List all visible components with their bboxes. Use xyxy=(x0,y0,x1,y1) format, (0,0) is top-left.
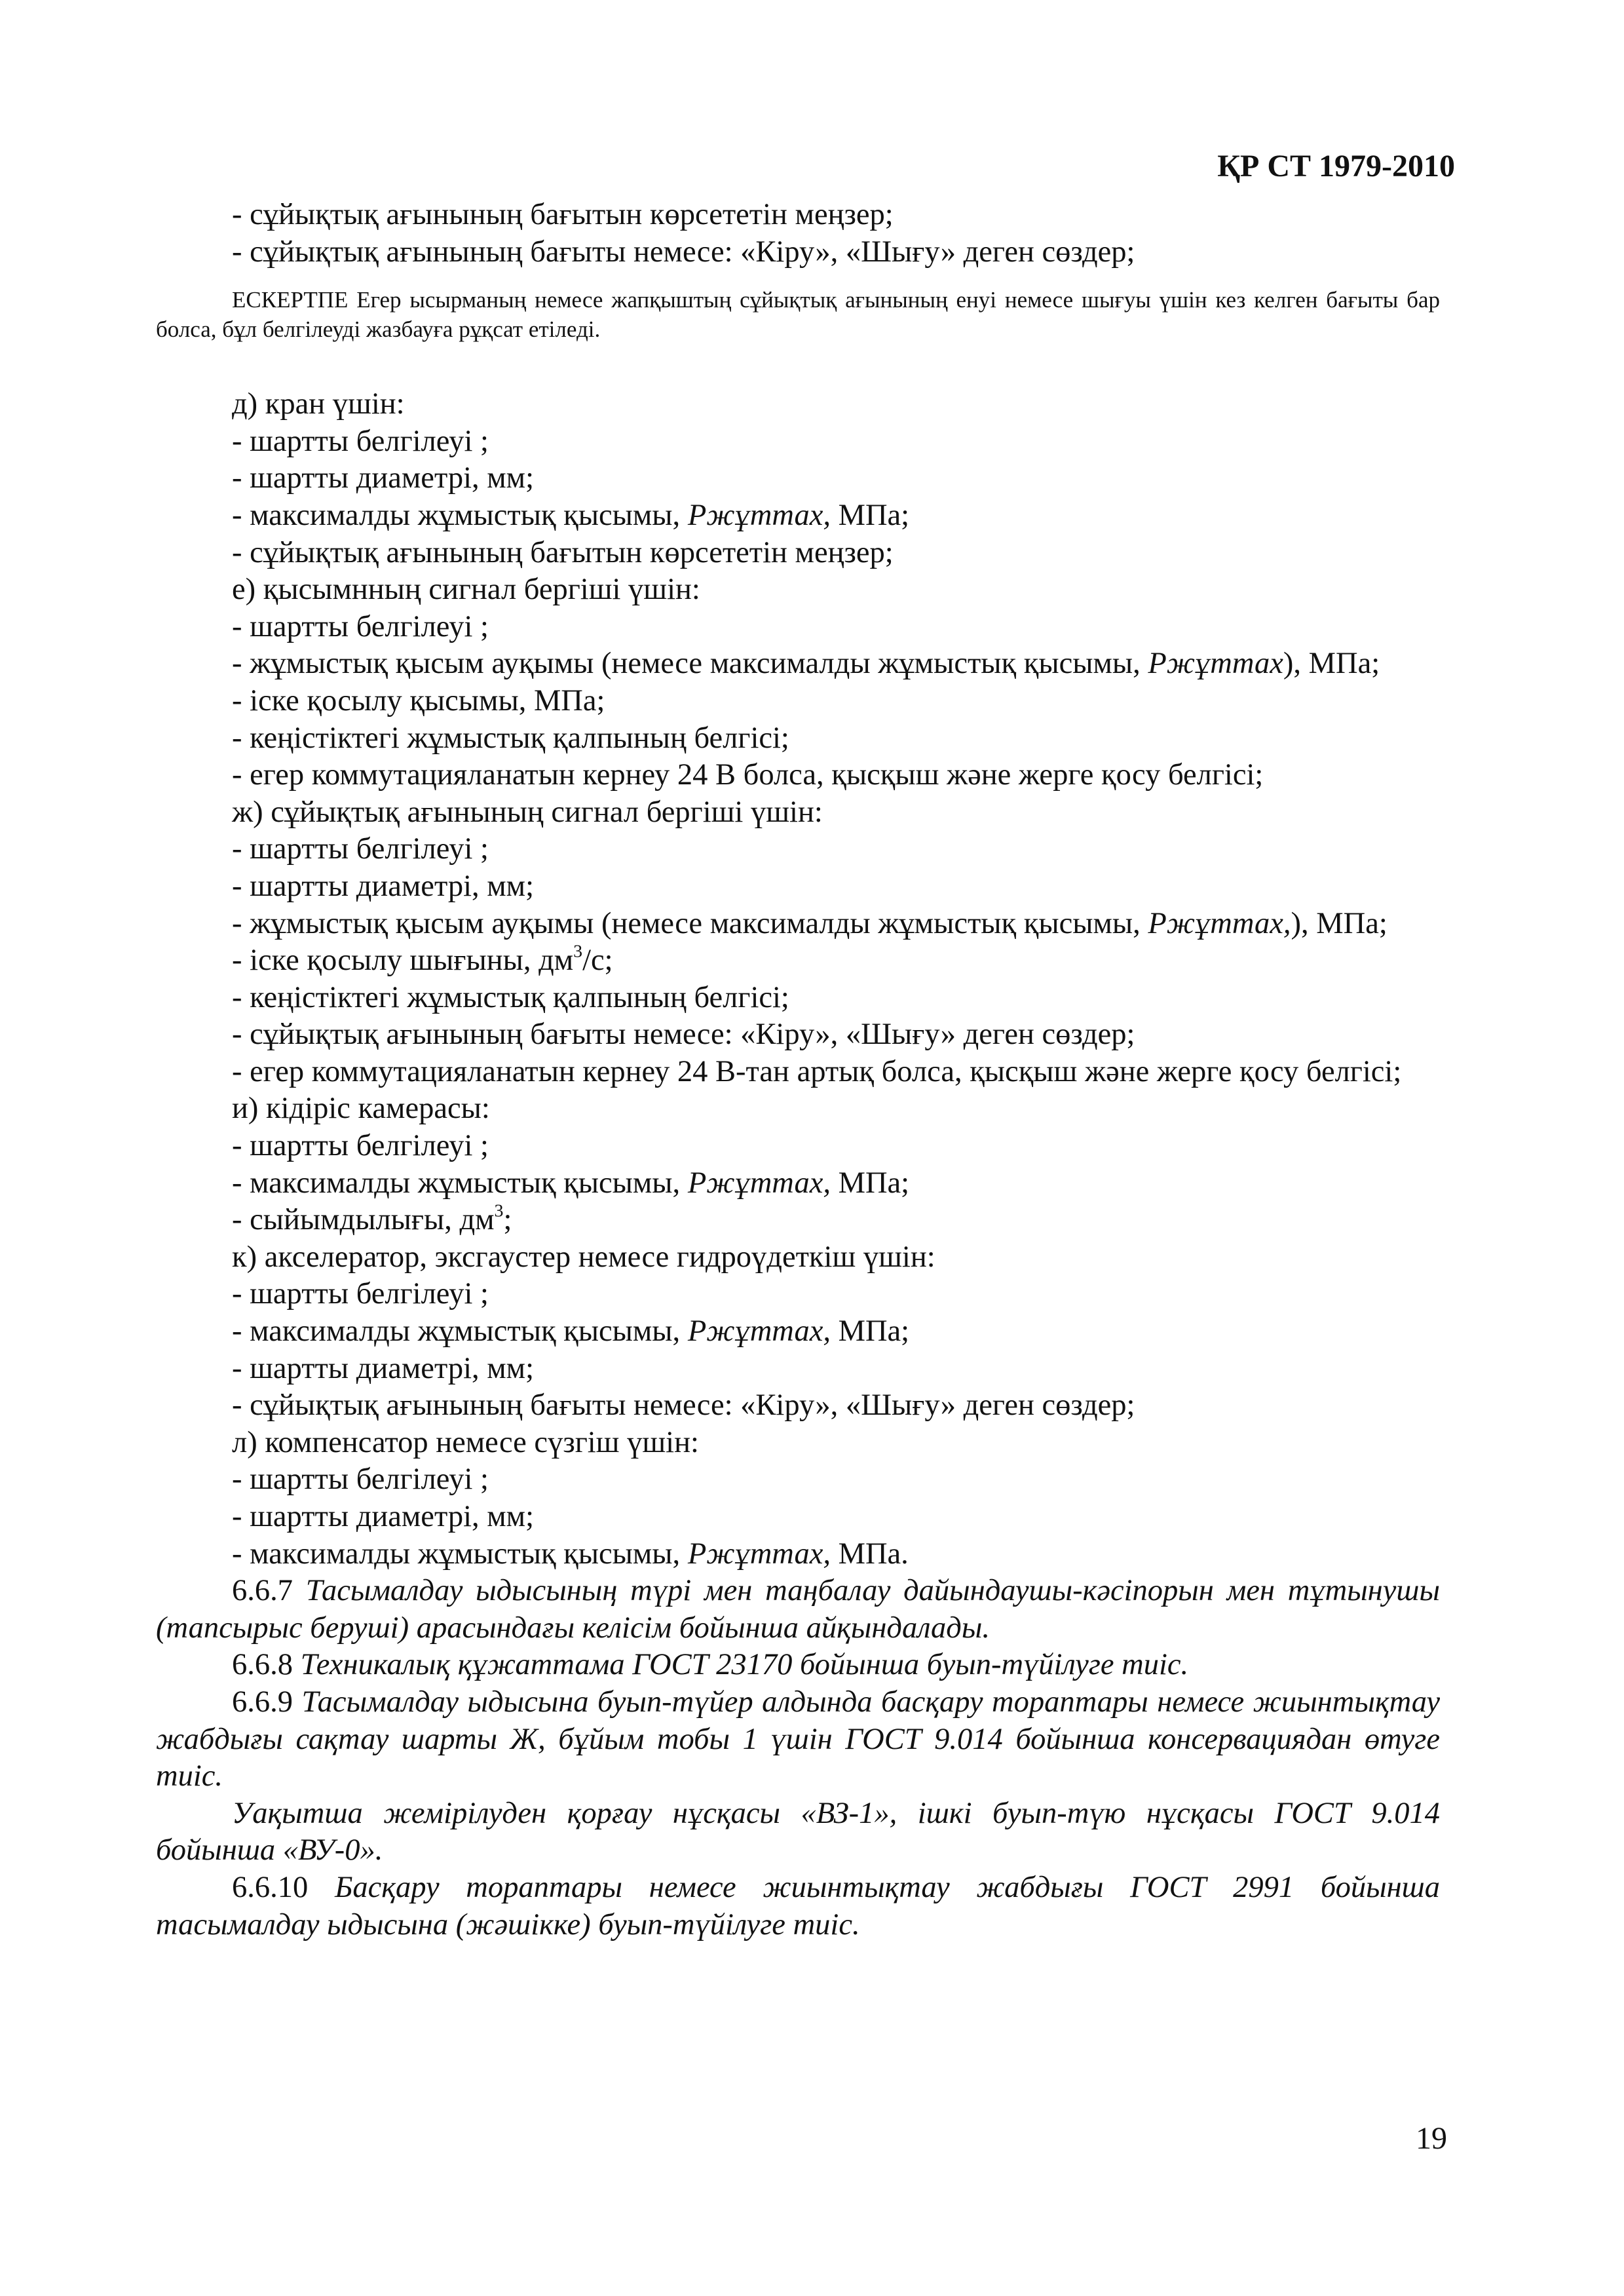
list-item: - сыйымдылығы, $дм^3$; xyxy=(232,1200,512,1237)
list-item: - сұйықтық ағынының бағытын көрсететін меңзер; xyxy=(232,198,894,231)
list-item: - шартты диаметрі, мм; xyxy=(232,869,535,903)
clause-6-6-7: 6.6.7 Тасымалдау ыдысының түрі мен таңбалау дайындаушы-кәсіпорын мен тұтынушы (тапсырыс беруші) арасындағы келісім бойынша айқындалады. xyxy=(156,1574,1440,1645)
list-item: - іске қосылу қысымы, МПа; xyxy=(232,683,605,718)
list-item: - егер коммутацияланатын кернеу 24 В-тан артық болса, қысқыш және жерге қосу белгісі; xyxy=(232,1054,1402,1088)
list-item: - шартты белгілеуі ; xyxy=(232,1277,489,1311)
note-paragraph: ЕСКЕРТПЕ Егер ысырманың немесе жапқыштың сұйықтық ағынының енуі немесе шығуы үшін кез келген бағыты бар болса, бұл белгілеуді жазбауға рұқсат етіледі. xyxy=(156,287,1440,343)
list-item: - максималды жұмыстық қысымы, Ржұmтах, МПа; xyxy=(232,1314,910,1349)
symbol-p-max: Ржұmтах xyxy=(1148,647,1283,681)
list-item: - шартты белгілеуі ; xyxy=(232,1463,489,1497)
section-heading-accelerator: к) акселератор, эксгаустер немесе гидроүдеткіш үшін: xyxy=(232,1240,935,1274)
list-item: - шартты белгілеуі ; xyxy=(232,424,489,458)
list-item: - максималды жұмыстық қысымы, Ржұmтах, МПа; xyxy=(232,498,910,532)
section-heading-crane: д) кран үшін: xyxy=(232,387,405,421)
symbol-p-max: Ржұmтах, xyxy=(687,1166,831,1200)
list-item: - сұйықтық ағынының бағыты немесе: «Кіру», «Шығу» деген сөздер; xyxy=(232,1018,1135,1052)
list-item: - іске қосылу шығыны, $дм^3/с$; xyxy=(232,941,613,978)
list-item: - шартты диаметрі, мм; xyxy=(232,461,535,495)
list-item: - егер коммутацияланатын кернеу 24 В болса, қысқыш және жерге қосу белгісі; xyxy=(232,758,1264,792)
list-item: - шартты белгілеуі ; xyxy=(232,832,489,866)
symbol-p-max: Ржұmтах, xyxy=(1148,906,1291,940)
list-item: - жұмыстық қысым ауқымы (немесе максималды жұмыстық қысымы, Ржұmтах,), МПа; xyxy=(232,906,1388,940)
document-body xyxy=(156,197,1440,1943)
page-number: 19 xyxy=(1416,2121,1447,2156)
section-heading-compensator: л) компенсатор немесе сүзгіш үшін: xyxy=(232,1425,699,1459)
list-item: - максималды жұмыстық қысымы, Ржұmтах, МПа. xyxy=(232,1537,909,1571)
clause-6-6-9-extra: Уақытша жемірілуден қорғау нұсқасы «ВЗ-1», ішкі буып-түю нұсқасы ГОСТ 9.014 бойынша «ВУ-0». xyxy=(156,1796,1440,1867)
symbol-p-max: Рж xyxy=(687,498,735,532)
list-item: - сұйықтық ағынының бағыты немесе: «Кіру», «Шығу» деген сөздер; xyxy=(232,235,1135,269)
list-item: - кеңістіктегі жұмыстық қалпының белгісі; xyxy=(232,721,789,755)
list-item: - сұйықтық ағынының бағыты немесе: «Кіру», «Шығу» деген сөздер; xyxy=(232,1388,1135,1423)
section-heading-flow: ж) сұйықтық ағынының сигнал бергіші үшін: xyxy=(232,795,823,829)
list-item: - жұмыстық қысым ауқымы (немесе максималды жұмыстық қысымы, Ржұmтах), МПа; xyxy=(232,647,1380,681)
list-item: - сұйықтық ағынының бағытын көрсететін меңзер; xyxy=(232,535,894,569)
section-heading-pressure: е) қысымнның сигнал бергіші үшін: xyxy=(232,573,700,607)
clause-6-6-9: 6.6.9 Тасымалдау ыдысына буып-түйер алдында басқару тораптары немесе жиынтықтау жабдығы сақтау шарты Ж, бұйым тобы 1 үшін ГОСТ 9.014 бойынша консервациядан өтуге тиіс. xyxy=(156,1685,1440,1793)
standard-code-header: ҚР СТ 1979-2010 xyxy=(1217,149,1455,183)
list-item: - шартты диаметрі, мм; xyxy=(232,1351,535,1385)
clause-6-6-10: 6.6.10 Басқару тораптары немесе жиынтықтау жабдығы ГОСТ 2991 бойынша тасымалдау ыдысына (жәшікке) буып-түйілуге тиіс. xyxy=(156,1870,1441,1942)
list-item: - шартты диаметрі, мм; xyxy=(232,1500,535,1533)
list-item: - шартты белгілеуі ; xyxy=(232,609,489,643)
section-heading-chamber: и) кідіріс камерасы: xyxy=(232,1092,490,1126)
list-item: - шартты белгілеуі ; xyxy=(232,1129,489,1163)
clause-6-6-8: 6.6.8 Техникалық құжаттама ГОСТ 23170 бойынша буып-түйілуге тиіс. xyxy=(232,1648,1189,1682)
symbol-p-max: Ржұmтах, xyxy=(687,1537,831,1571)
list-item: - кеңістіктегі жұмыстық қалпының белгісі; xyxy=(232,980,789,1014)
list-item: - максималды жұмыстық қысымы, Ржұmтах, МПа; xyxy=(232,1166,910,1200)
symbol-p-max: Ржұmтах, xyxy=(687,1314,831,1349)
